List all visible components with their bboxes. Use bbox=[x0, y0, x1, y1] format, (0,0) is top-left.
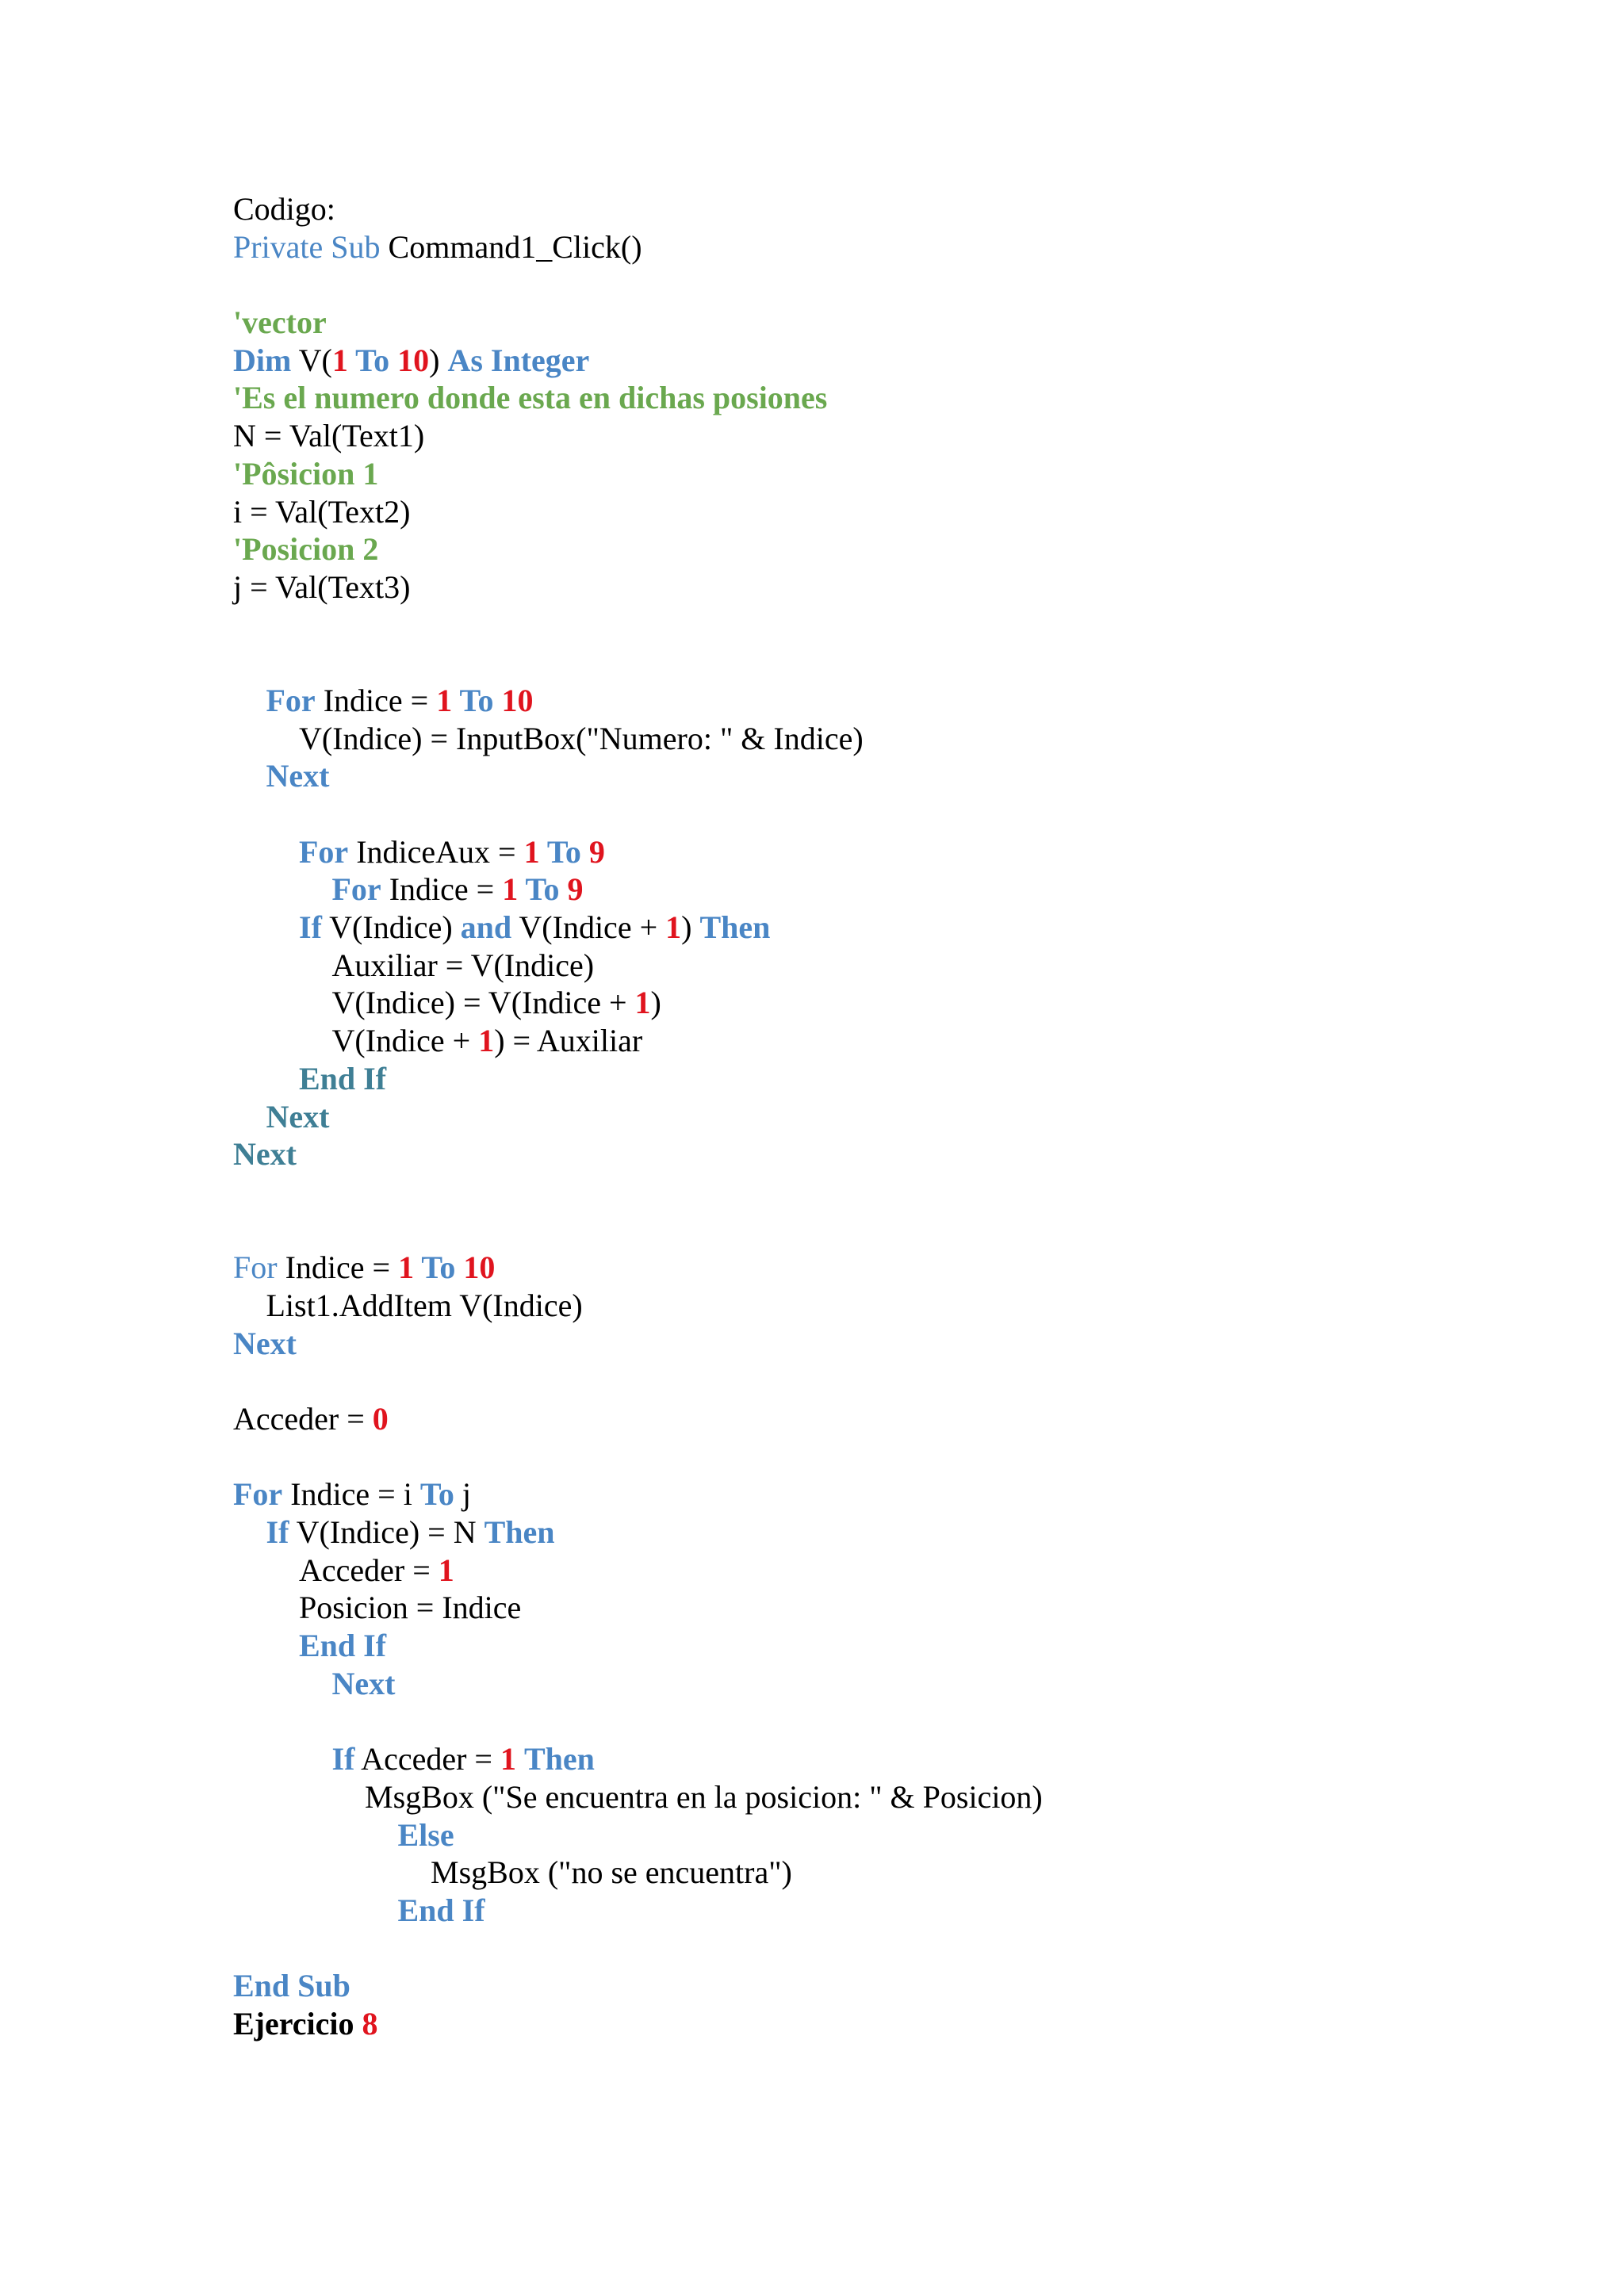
code-token: Indice = bbox=[381, 871, 503, 908]
code-line bbox=[233, 833, 1470, 871]
code-token: End Sub bbox=[233, 1968, 350, 2004]
code-token: To bbox=[518, 871, 568, 908]
code-token: Acceder = bbox=[354, 1741, 500, 1777]
code-line bbox=[233, 1060, 1470, 1098]
code-line bbox=[233, 795, 1470, 833]
code-line bbox=[233, 644, 1470, 682]
code-token: ) bbox=[429, 342, 448, 378]
code-token: 1 bbox=[398, 1249, 415, 1286]
code-token: Command1_Click() bbox=[380, 228, 642, 265]
code-line bbox=[233, 984, 1470, 1022]
code-token: As Integer bbox=[447, 342, 590, 378]
code-line bbox=[233, 1325, 1470, 1363]
code-line bbox=[233, 1513, 1470, 1552]
code-token: j bbox=[454, 1476, 471, 1513]
code-token: Ejercicio bbox=[233, 2006, 362, 2042]
code-token: ) = Auxiliar bbox=[494, 1023, 643, 1059]
code-token bbox=[516, 1741, 524, 1777]
code-token: Next bbox=[331, 1665, 396, 1701]
code-line bbox=[233, 1627, 1470, 1665]
code-token: MsgBox ("no se encuentra") bbox=[431, 1854, 792, 1891]
code-line bbox=[233, 1211, 1470, 1249]
code-token: For bbox=[266, 682, 316, 718]
code-token: IndiceAux = bbox=[348, 833, 524, 870]
code-token: 1 bbox=[523, 833, 540, 870]
code-token: 1 bbox=[500, 1741, 516, 1777]
code-token: V(Indice) bbox=[321, 909, 461, 946]
code-token: V(Indice) = V(Indice + bbox=[331, 985, 635, 1021]
code-line bbox=[233, 947, 1470, 985]
code-token: N = Val(Text1) bbox=[233, 418, 425, 454]
code-line bbox=[233, 607, 1470, 645]
code-token: Auxiliar = V(Indice) bbox=[331, 947, 595, 983]
code-token: List1.AddItem V(Indice) bbox=[266, 1287, 583, 1323]
code-token: V( bbox=[291, 342, 332, 378]
code-line bbox=[233, 720, 1470, 758]
code-line bbox=[233, 1740, 1470, 1778]
code-token: 1 bbox=[438, 1552, 454, 1588]
code-line bbox=[233, 568, 1470, 607]
code-token: If bbox=[299, 909, 322, 946]
code-token: Next bbox=[266, 758, 330, 794]
code-line bbox=[233, 2005, 1470, 2043]
code-token: 0 bbox=[372, 1401, 389, 1437]
code-token: Indice = i bbox=[282, 1476, 420, 1513]
code-line bbox=[233, 757, 1470, 795]
code-line bbox=[233, 909, 1470, 947]
code-token: 1 bbox=[665, 909, 682, 946]
code-line bbox=[233, 1816, 1470, 1854]
code-token: 10 bbox=[463, 1249, 496, 1286]
code-token: 'Posicion 2 bbox=[233, 531, 379, 568]
code-token: To bbox=[347, 342, 398, 378]
code-line bbox=[233, 682, 1470, 720]
code-line bbox=[233, 1362, 1470, 1400]
code-token: V(Indice + bbox=[331, 1023, 479, 1059]
code-line bbox=[233, 1930, 1470, 1968]
code-line bbox=[233, 1892, 1470, 1930]
code-token: ) bbox=[650, 985, 661, 1021]
code-token: MsgBox ("Se encuentra en la posicion: " & Posicion) bbox=[365, 1778, 1043, 1815]
code-line bbox=[233, 1589, 1470, 1627]
code-line bbox=[233, 493, 1470, 531]
code-token: 1 bbox=[634, 985, 651, 1021]
code-token: To bbox=[539, 833, 589, 870]
code-line bbox=[233, 1173, 1470, 1211]
code-token: End If bbox=[299, 1628, 387, 1664]
code-line bbox=[233, 455, 1470, 493]
code-token: 9 bbox=[567, 871, 584, 908]
code-token: and bbox=[460, 909, 512, 946]
code-token: Else bbox=[397, 1816, 454, 1853]
code-token: ) bbox=[681, 909, 700, 946]
code-line bbox=[233, 342, 1470, 380]
code-line bbox=[233, 1400, 1470, 1438]
code-token: 1 bbox=[478, 1023, 495, 1059]
code-line bbox=[233, 871, 1470, 909]
code-line bbox=[233, 1703, 1470, 1741]
code-token: 10 bbox=[397, 342, 430, 378]
code-line bbox=[233, 266, 1470, 304]
code-token: To bbox=[414, 1249, 464, 1286]
code-token: If bbox=[266, 1514, 289, 1551]
code-token: Next bbox=[266, 1098, 330, 1135]
code-line bbox=[233, 304, 1470, 342]
code-token: To bbox=[419, 1476, 454, 1513]
code-token: V(Indice) = InputBox("Numero: " & Indice) bbox=[299, 720, 864, 756]
code-token: V(Indice + bbox=[511, 909, 666, 946]
code-token: For bbox=[233, 1249, 278, 1286]
code-token: If bbox=[331, 1741, 355, 1777]
code-listing bbox=[233, 190, 1470, 2043]
code-token: 1 bbox=[331, 342, 348, 378]
code-token: i = Val(Text2) bbox=[233, 493, 411, 530]
code-line bbox=[233, 228, 1470, 266]
code-token: Then bbox=[484, 1514, 555, 1551]
code-token: 10 bbox=[501, 682, 534, 718]
code-line bbox=[233, 1022, 1470, 1060]
code-line bbox=[233, 1098, 1470, 1136]
code-token: End If bbox=[397, 1892, 485, 1928]
code-line bbox=[233, 190, 1470, 228]
code-token: For bbox=[233, 1476, 283, 1513]
code-token: 'Pôsicion 1 bbox=[233, 455, 379, 492]
code-line bbox=[233, 1967, 1470, 2005]
code-token: 'Es el numero donde esta en dichas posiones bbox=[233, 380, 828, 416]
code-token: V(Indice) = N bbox=[289, 1514, 485, 1551]
code-line bbox=[233, 417, 1470, 455]
code-line bbox=[233, 1665, 1470, 1703]
code-token: Dim bbox=[233, 342, 292, 378]
code-token: j = Val(Text3) bbox=[233, 568, 411, 605]
code-token: Next bbox=[233, 1136, 297, 1173]
code-token: 1 bbox=[436, 682, 453, 718]
code-token: Then bbox=[699, 909, 771, 946]
code-token: Acceder = bbox=[233, 1401, 373, 1437]
code-token: 9 bbox=[588, 833, 605, 870]
code-line bbox=[233, 1778, 1470, 1816]
code-token: Next bbox=[233, 1325, 297, 1361]
code-token: Acceder = bbox=[299, 1552, 439, 1588]
code-token: 8 bbox=[362, 2006, 378, 2042]
code-token: Posicion = Indice bbox=[299, 1590, 522, 1626]
code-token: To bbox=[452, 682, 502, 718]
code-line bbox=[233, 1475, 1470, 1513]
code-token: End If bbox=[299, 1060, 387, 1096]
code-token: Indice = bbox=[277, 1249, 399, 1286]
code-token: For bbox=[299, 833, 349, 870]
code-token: Then bbox=[523, 1741, 595, 1777]
code-token: For bbox=[331, 871, 381, 908]
code-line bbox=[233, 1135, 1470, 1173]
code-line bbox=[233, 1287, 1470, 1325]
code-line bbox=[233, 530, 1470, 568]
code-token: 1 bbox=[502, 871, 519, 908]
code-line bbox=[233, 1249, 1470, 1287]
code-line bbox=[233, 1552, 1470, 1590]
code-line bbox=[233, 1438, 1470, 1476]
code-token: 'vector bbox=[233, 304, 327, 341]
code-token: Indice = bbox=[315, 682, 437, 718]
code-token: Private Sub bbox=[233, 228, 381, 265]
code-line bbox=[233, 379, 1470, 417]
code-line bbox=[233, 1854, 1470, 1892]
code-token: Codigo: bbox=[233, 191, 335, 227]
